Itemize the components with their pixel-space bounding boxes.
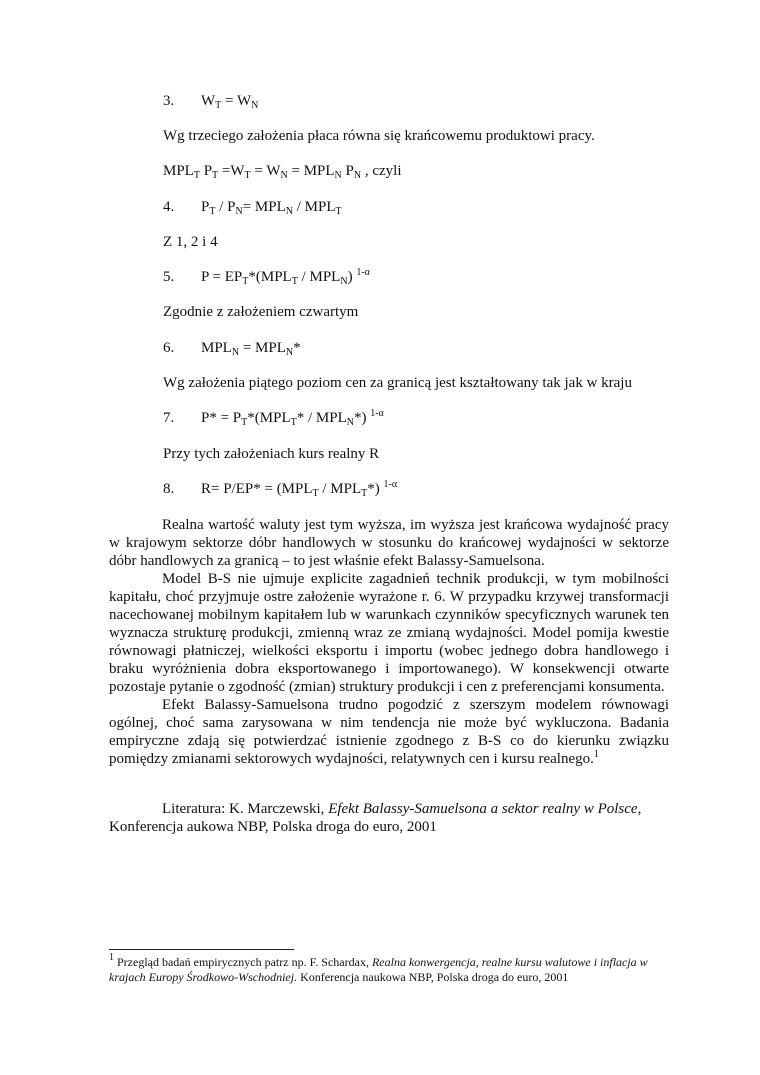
equation-expression: $W_T = W_N$ bbox=[201, 93, 259, 111]
paragraph-general-equilibrium bbox=[109, 696, 669, 768]
footnote-marker: 1 bbox=[109, 952, 114, 963]
literature-suffix: , Konferencja aukowa NBP, Polska droga do euro, 2001 bbox=[109, 801, 642, 835]
from-assumptions-text: Z 1, 2 i 4 bbox=[163, 234, 218, 250]
paragraph-model-limitations: Model B-S nie ujmuje explicite zagadnień technik produkcji, w tym mobilności kapitału, choć przyjmuje ostre założenie wyrażone r. 6. W przypadku krzywej transformacji nacechowanej mobilnym kapitałem lub w warunkach czynników specyficznych warunek ten wyznacza strukturę produkcji, zmienną wraz ze zmianą wydajności. Model pomija kwestie równowagi płatniczej, wielkości eksportu i importu (wobec jednego dobra handlowego i braku wyróżnienia dobra eksportowanego i importowanego). W konsekwencji otwarte pozostaje pytanie o zgodność (zmian) struktury produkcji i cen z preferencjami konsumenta. bbox=[109, 571, 669, 695]
footnote bbox=[109, 952, 669, 985]
equation-expression: $R= P/EP* = (MPL_T / MPL_T*)$ $^{1-\alpha}$ bbox=[201, 479, 398, 499]
equation-chain bbox=[163, 162, 402, 180]
footnote-divider bbox=[109, 949, 294, 950]
real-rate-text: Przy tych założeniach kurs realny R bbox=[163, 446, 380, 462]
paragraph-balassa-effect: Realna wartość waluty jest tym wyższa, im wyższa jest krańcowa wydajność pracy w krajowym sektorze dóbr handlowych w stosunku do krańcowej wydajności w sektorze dóbr handlowych za granicą – to jest właśnie efekt Balassy-Samuelsona. bbox=[109, 517, 669, 569]
footnote-title: Realna konwergencja, realne kursu walutowe i inflacja w krajach Europy Środkowo-Wschodniej. bbox=[109, 955, 648, 984]
equation-number: 7. bbox=[163, 410, 175, 426]
equation-5 bbox=[163, 268, 370, 286]
assumption-5-text: Wg założenia piątego poziom cen za granicą jest kształtowany tak jak w kraju bbox=[163, 375, 632, 391]
assumption-4-text: Zgodnie z założeniem czwartym bbox=[163, 304, 359, 320]
equation-8 bbox=[163, 480, 397, 498]
equation-number: 3. bbox=[163, 93, 175, 109]
footnote-prefix: Przegląd badań empirycznych patrz np. F. Schardax, bbox=[114, 955, 372, 969]
equation-number: 5. bbox=[163, 269, 175, 285]
equation-number: 6. bbox=[163, 340, 175, 356]
body-text bbox=[109, 516, 669, 768]
equation-expression: $P_T / P_N= MPL_N / MPL_T$ bbox=[201, 199, 342, 217]
literature-prefix: Literatura: K. Marczewski, bbox=[162, 801, 329, 817]
assumption-3-text: Wg trzeciego założenia płaca równa się krańcowemu produktowi pracy. bbox=[163, 128, 595, 144]
equation-expression: $P = EP_T*(MPL_T / MPL_N)$ $^{1-\alpha}$ bbox=[201, 267, 370, 287]
paragraph-general-equilibrium-text: Efekt Balassy-Samuelsona trudno pogodzić z szerszym modelem równowagi ogólnej, choć sama zarysowana w nim tendencja nie może być wykluczona. Badania empiryczne zdają się potwierdzać istnienie zgodnego z B-S co do kierunku związku pomiędzy zmianami sektorowych wydajności, relatywnych cen i kursu realnego. bbox=[109, 697, 669, 767]
literature-reference bbox=[109, 800, 669, 836]
equation-6 bbox=[163, 339, 301, 357]
equation-expression: $MPL_T$ $P_T =W_T = W_N = MPL_N$ $P_N$ , czyli bbox=[163, 163, 402, 181]
equation-7 bbox=[163, 409, 384, 427]
equation-expression: $MPL_N = MPL_N*$ bbox=[201, 340, 301, 358]
equation-number: 8. bbox=[163, 481, 175, 497]
equation-4 bbox=[163, 198, 342, 216]
footnote-reference: 1 bbox=[593, 749, 599, 760]
equation-number: 4. bbox=[163, 199, 175, 215]
equation-expression: $P* = P_T*(MPL_T* / MPL_N*)$ $^{1-\alpha}$ bbox=[201, 408, 384, 428]
equation-3 bbox=[163, 92, 258, 110]
footnote-suffix: Konferencja naukowa NBP, Polska droga do euro, 2001 bbox=[297, 970, 569, 984]
literature-title: Efekt Balassy-Samuelsona a sektor realny w Polsce bbox=[328, 801, 638, 817]
